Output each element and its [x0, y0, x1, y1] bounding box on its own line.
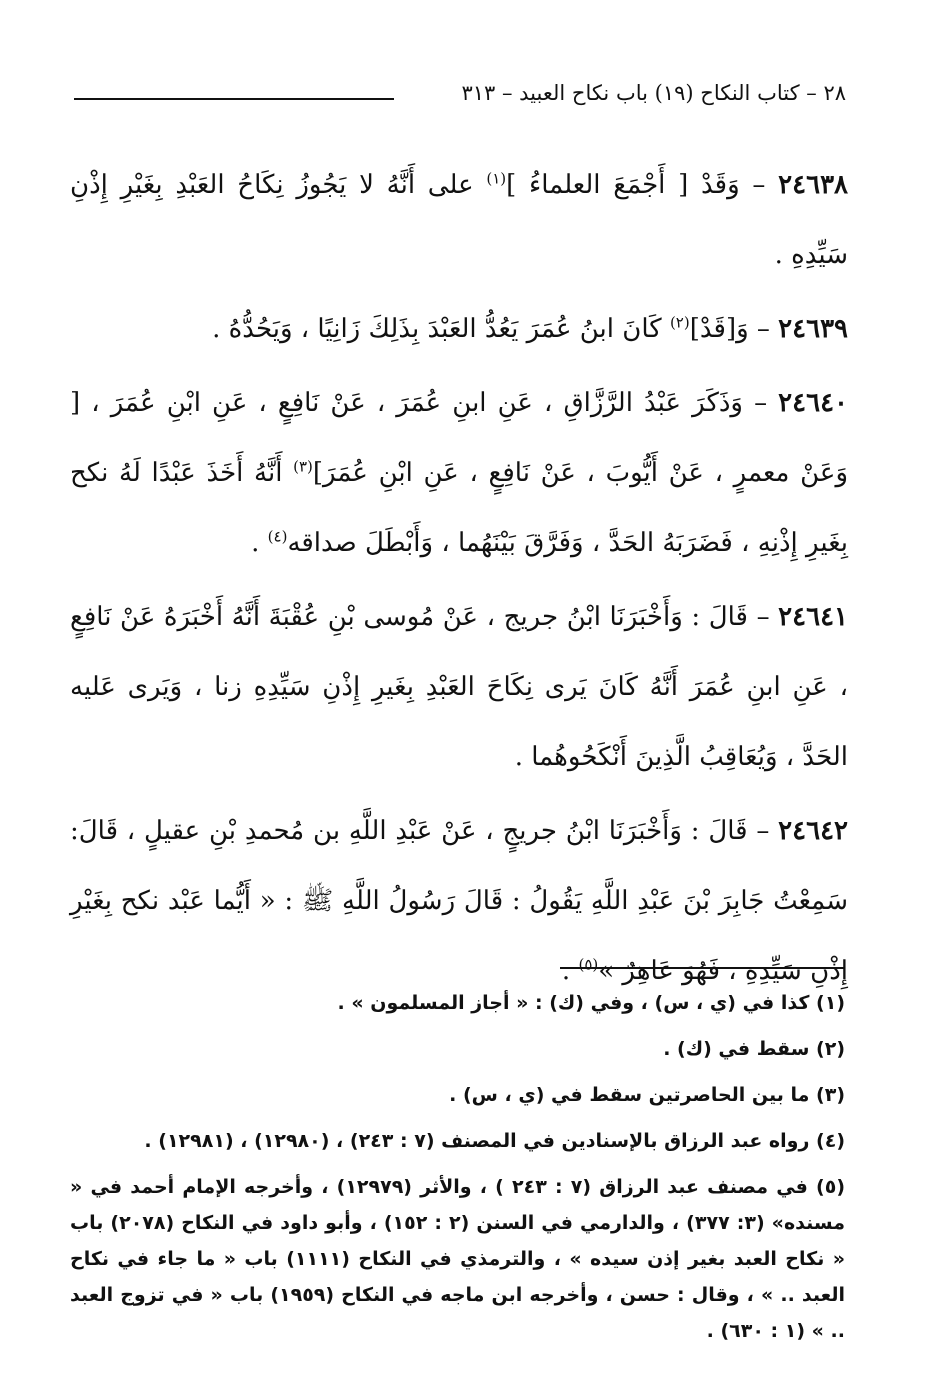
footnote-1: (١) كذا في (ي ، س) ، وفي (ك) : « أجاز المسلمون » .: [337, 992, 845, 1014]
paragraph-24639: [70, 294, 848, 364]
paragraph-text: أَنَّهُ أَخَذَ عَبْدًا لَهُ نكح بِغَيرِ إِذْنِهِ ، فَضَرَبَهُ الحَدَّ ، وَفَرَّقَ بَيْنَهُما ، وَأَبْطَلَ صداقه: [70, 458, 848, 558]
footnote-5: (٥) في مصنف عبد الرزاق (٧ : ٢٤٣ ) ، والأثر (١٢٩٧٩) ، وأخرجه الإمام أحمد في « مسنده» (٣: ٣٧٧) ، والدارمي في السنن (٢ : ١٥٢) ، وأبو داود في النكاح (٢٠٧٨) باب « نكاح العبد بغير إذن سيده » ، والترمذي في النكاح (١١١١) باب « ما جاء في نكاح العبد .. » ، وقال : حسن ، وأخرجه ابن ماجه في النكاح (١٩٥٩) باب « في تزوج العبد .. » (١ : ٦٣٠) .: [70, 1176, 846, 1342]
paragraph-number: ٢٤٦٣٩: [778, 314, 848, 344]
paragraph-text: – قَالَ : وَأَخْبَرَنَا ابْنُ جريجٍ ، عَنْ عَبْدِ اللَّهِ بن مُحمدِ بْنِ عقيلٍ ، قَالَ: سَمِعْتُ جَابِرَ بْنَ عَبْدِ اللَّهِ يَقُولُ : قَالَ رَسُولُ اللَّهِ ﷺ : « أَيُّما عَبْد نكح بِغَيْرِ إِذْنِ سَيِّدِهِ ، فَهُوَ عَاهِرٌ »: [70, 816, 848, 986]
footnote-ref: (٥): [578, 955, 599, 974]
paragraph-24641: [70, 582, 848, 792]
footnote-ref: (٢): [669, 313, 690, 332]
paragraph-number: ٢٤٦٤٠: [778, 388, 848, 418]
footnote-2: (٢) سقط في (ك) .: [663, 1038, 845, 1060]
footnote-ref: (٣): [293, 457, 313, 476]
footnote-ref: (١): [486, 169, 507, 188]
paragraph-number: ٢٤٦٤٢: [778, 816, 848, 846]
header-title: ٢٨ – كتاب النكاح (١٩) باب نكاح العبيد – ٣١٣: [461, 81, 846, 105]
running-header: [74, 78, 846, 108]
footnote-separator: [560, 967, 845, 969]
paragraph-24638: [70, 150, 848, 290]
paragraph-text: .: [251, 528, 268, 558]
footnote-3: (٣) ما بين الحاصرتين سقط في (ي ، س) .: [449, 1084, 845, 1106]
paragraph-24642: [70, 796, 848, 1006]
paragraph-text: – وَ[قَدْ]: [689, 314, 779, 344]
header-rule: [74, 98, 394, 100]
footnote-ref: (٤): [267, 527, 288, 546]
paragraph-text: كَانَ ابنُ عُمَرَ يَعُدُّ العَبْدَ بِذَلِكَ زَانِيًا ، وَيَحُدُّهُ .: [212, 314, 670, 344]
paragraph-text: – وَقَدْ [ أَجْمَعَ العلماءُ ]: [506, 170, 779, 200]
main-text: [70, 150, 848, 1006]
footnote-4: (٤) رواه عبد الرزاق بالإسنادين في المصنف (٧ : ٢٤٣) ، (١٢٩٨٠) ، (١٢٩٨١) .: [144, 1130, 845, 1152]
paragraph-text: – قَالَ : وَأَخْبَرَنَا ابْنُ جريج ، عَنْ مُوسى بْنِ عُقْبَةَ أَنَّهُ أَخْبَرَهُ عَنْ نَافِعٍ ، عَنِ ابنِ عُمَرَ أَنَّهُ كَانَ يَرى نِكَاحَ العَبْدِ بِغَيرِ إِذْنِ سَيِّدِهِ زنا ، وَيَرى عَليه الحَدَّ ، وَيُعَاقِبُ الَّذِينَ أَنْكَحُوهُما .: [70, 602, 848, 772]
paragraph-number: ٢٤٦٣٨: [778, 170, 848, 200]
paragraph-text: .: [561, 956, 579, 986]
paragraph-number: ٢٤٦٤١: [778, 602, 848, 632]
paragraph-text: على أَنَّهُ لا يَجُوزُ نِكَاحُ العَبْدِ بِغَيْرِ إِذْنِ سَيِّدِهِ .: [70, 170, 848, 270]
paragraph-text: – وَذَكَرَ عَبْدُ الرَّزَّاقِ ، عَنِ ابنِ عُمَرَ ، عَنْ نَافِعٍ ، عَنِ ابْنِ عُمَرَ ، [ وَعَنْ معمرٍ ، عَنْ أَيُّوبَ ، عَنْ نَافِعٍ ، عَنِ ابْنِ عُمَرَ]: [70, 388, 848, 488]
paragraph-24640: [70, 368, 848, 578]
footnotes: [70, 985, 845, 1349]
